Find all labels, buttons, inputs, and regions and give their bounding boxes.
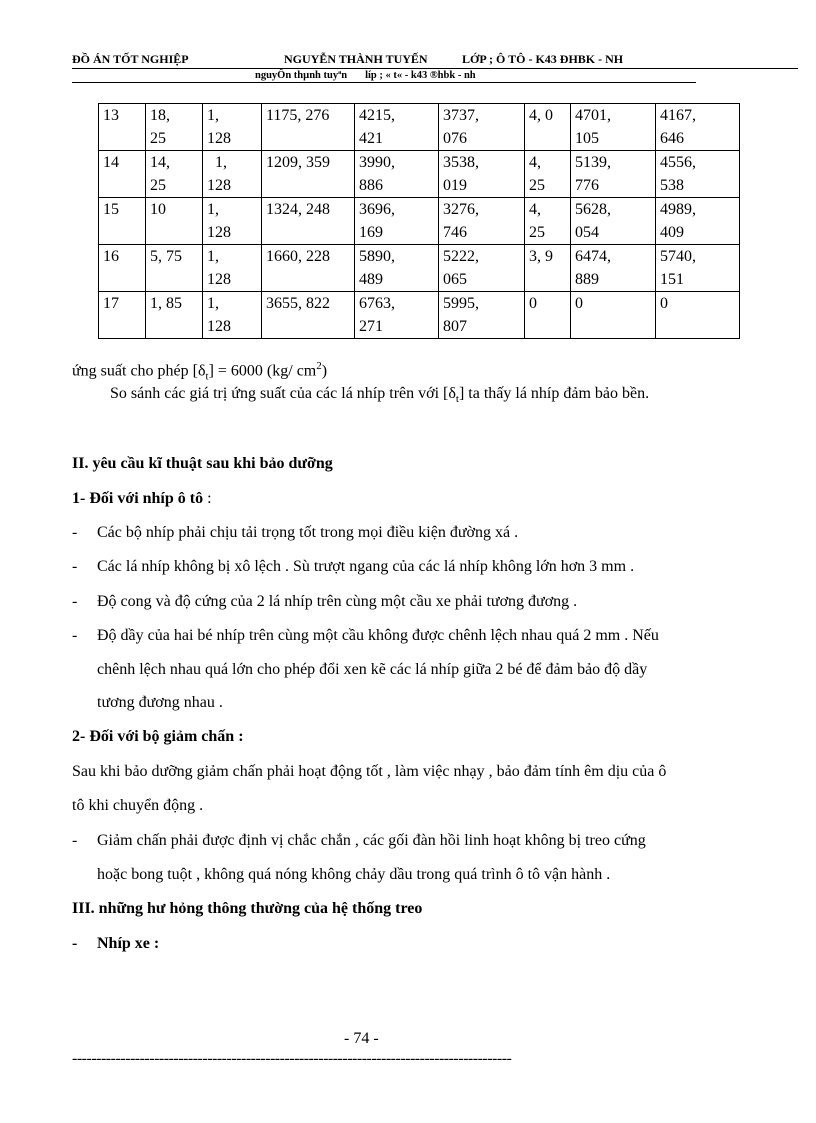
table-cell: 1, 128: [203, 245, 262, 292]
table-cell: 16: [99, 245, 146, 292]
table-cell: 18, 25: [146, 104, 203, 151]
table-cell: 13: [99, 104, 146, 151]
table-cell: 3, 9: [525, 245, 571, 292]
subheader-rule: [72, 82, 696, 83]
table-row: [99, 292, 740, 339]
table-cell: 1, 128: [203, 104, 262, 151]
table-cell: 3737, 076: [439, 104, 525, 151]
table-cell: 5995, 807: [439, 292, 525, 339]
table-cell: 4556, 538: [656, 151, 740, 198]
bullet-item: - Giảm chấn phải được định vị chắc chắn , các gối đàn hồi linh hoạt không bị treo cứng: [72, 832, 646, 849]
table-row: [99, 245, 740, 292]
table-cell: 4, 0: [525, 104, 571, 151]
table-cell: 6474, 889: [571, 245, 656, 292]
page-header: [72, 52, 798, 69]
subheader-class: líp ; « t« - k43 ®hbk - nh: [365, 70, 476, 81]
table-cell: 1, 128: [203, 198, 262, 245]
subsection-1-heading: 1- Đối với nhíp ô tô :: [72, 490, 212, 507]
bullet-continuation: chênh lệch nhau quá lớn cho phép đổi xen kẽ các lá nhíp giữa 2 bé để đảm bảo độ dầy: [97, 661, 648, 678]
header-left: ĐỒ ÁN TỐT NGHIỆP: [72, 52, 189, 66]
table-cell: 1, 128: [203, 292, 262, 339]
table-cell: 3655, 822: [262, 292, 355, 339]
table-row: [99, 104, 740, 151]
bullet-continuation: hoặc bong tuột , không quá nóng không chảy dầu trong quá trình ô tô vận hành .: [97, 866, 611, 883]
page-number: - 74 -: [344, 1030, 379, 1047]
page-subheader: [255, 70, 476, 81]
table-cell: 5, 75: [146, 245, 203, 292]
table-cell: 3696, 169: [355, 198, 439, 245]
table-cell: 5890, 489: [355, 245, 439, 292]
table-cell: 17: [99, 292, 146, 339]
table-cell: 0: [571, 292, 656, 339]
section-3-heading: III. những hư hỏng thông thường của hệ thống treo: [72, 900, 423, 917]
paragraph-line: tô khi chuyển động .: [72, 797, 204, 814]
table-cell: 1209, 359: [262, 151, 355, 198]
table-cell: 4167, 646: [656, 104, 740, 151]
table-cell: 1, 128: [203, 151, 262, 198]
table-cell: 5139, 776: [571, 151, 656, 198]
table-cell: 4989, 409: [656, 198, 740, 245]
header-author: NGUYỄN THÀNH TUYẾN: [284, 52, 428, 66]
allowable-stress: ứng suất cho phép $[\delta_t] = 6000$ (kg/ $cm^2$): [72, 360, 328, 383]
table-cell: 3538, 019: [439, 151, 525, 198]
bullet-continuation: tương đương nhau .: [97, 694, 223, 711]
table-cell: 1, 85: [146, 292, 203, 339]
table-cell: 3276, 746: [439, 198, 525, 245]
table-cell: 0: [656, 292, 740, 339]
table-cell: 6763, 271: [355, 292, 439, 339]
table-cell: 1175, 276: [262, 104, 355, 151]
bullet-item: - Độ cong và độ cứng của 2 lá nhíp trên cùng một cầu xe phải tương đương .: [72, 593, 578, 610]
table-cell: 5740, 151: [656, 245, 740, 292]
table-cell: 5628, 054: [571, 198, 656, 245]
bullet-item: - Các lá nhíp không bị xô lệch . Sù trượt ngang của các lá nhíp không lớn hơn 3 mm .: [72, 558, 635, 575]
table-cell: 1660, 228: [262, 245, 355, 292]
bullet-item: - Các bộ nhíp phải chịu tải trọng tốt trong mọi điều kiện đường xá .: [72, 524, 519, 541]
subheader-author: nguyÔn thµnh tuyªn: [255, 70, 348, 81]
bullet-item: - Độ dầy của hai bé nhíp trên cùng một cầu không được chênh lệch nhau quá 2 mm . Nếu: [72, 627, 659, 644]
footer-dashed-line: -------------------------------------------------------------------------------------------: [72, 1050, 512, 1067]
table-cell: 0: [525, 292, 571, 339]
table-cell: 5222, 065: [439, 245, 525, 292]
comparison-text: So sánh các giá trị ứng suất của các lá nhíp trên với $[\delta_t]$ ta thấy lá nhíp đảm bảo bền.: [110, 385, 650, 406]
table-cell: 14, 25: [146, 151, 203, 198]
bullet-item: - Nhíp xe :: [72, 935, 160, 952]
table-cell: 14: [99, 151, 146, 198]
table-cell: 10: [146, 198, 203, 245]
table-cell: 15: [99, 198, 146, 245]
table-cell: 1324, 248: [262, 198, 355, 245]
table-cell: 4701, 105: [571, 104, 656, 151]
header-class: LỚP ; Ô TÔ - K43 ĐHBK - NH: [462, 52, 624, 66]
subsection-2-heading: 2- Đối với bộ giảm chấn :: [72, 728, 244, 745]
table-cell: 4, 25: [525, 198, 571, 245]
table-cell: 4215, 421: [355, 104, 439, 151]
section-2-heading: II. yêu cầu kĩ thuật sau khi bảo dưỡng: [72, 455, 333, 472]
stress-table: [98, 103, 740, 339]
table-row: [99, 151, 740, 198]
table-row: [99, 198, 740, 245]
table-cell: 3990, 886: [355, 151, 439, 198]
table-cell: 4, 25: [525, 151, 571, 198]
paragraph-line: Sau khi bảo dưỡng giảm chấn phải hoạt động tốt , làm việc nhạy , bảo đảm tính êm dịu của ô: [72, 763, 667, 780]
